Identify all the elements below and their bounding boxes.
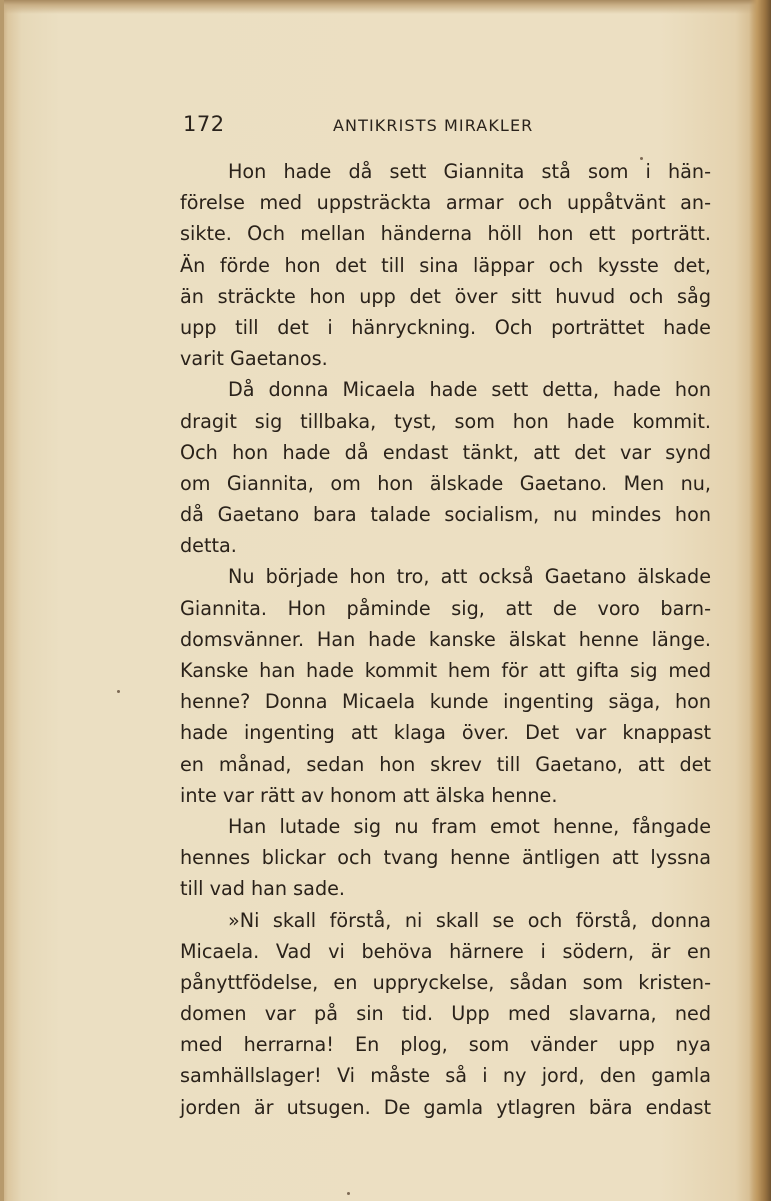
text-line: förelse med uppsträckta armar och uppåtvänt an-	[180, 191, 711, 215]
text-line: Han lutade sig nu fram emot henne, fångade	[228, 814, 711, 838]
body-text	[180, 156, 711, 1123]
text-line: än sträckte hon upp det över sitt huvud och såg	[180, 284, 711, 308]
paper-speck	[640, 157, 643, 160]
text-line: till vad han sade.	[180, 877, 346, 901]
text-line: då Gaetano bara talade socialism, nu mindes hon	[180, 503, 711, 527]
text-line: Kanske han hade kommit hem för att gifta sig med	[180, 659, 711, 682]
text-line: Micaela. Vad vi behöva härnere i södern, är en	[180, 939, 711, 963]
text-line: detta.	[180, 534, 237, 558]
paper-speck	[117, 690, 120, 693]
text-line: jorden är utsugen. De gamla ytlagren bära endast	[180, 1095, 711, 1119]
text-line: domsvänner. Han hade kanske älskat henne länge.	[180, 627, 711, 651]
text-line: Hon hade då sett Giannita stå som i hän-	[228, 160, 711, 183]
text-line: varit Gaetanos.	[180, 347, 328, 371]
text-line: hennes blickar och tvang henne äntligen att lyssna	[180, 846, 711, 870]
text-line: en månad, sedan hon skrev till Gaetano, att det	[180, 752, 711, 776]
text-line: pånyttfödelse, en uppryckelse, sådan som kristen-	[180, 970, 711, 994]
page-number: 172	[183, 112, 225, 136]
text-line: hade ingenting att klaga över. Det var knappast	[180, 721, 711, 745]
text-line: samhällslager! Vi måste så i ny jord, den gamla	[180, 1064, 711, 1088]
text-line: domen var på sin tid. Upp med slavarna, ned	[180, 1002, 711, 1026]
text-line: upp till det i hänryckning. Och porträttet hade	[180, 315, 711, 339]
left-page-fold	[0, 0, 4, 1201]
running-title: ANTIKRISTS MIRAKLER	[333, 116, 534, 135]
text-line: med herrarna! En plog, som vänder upp nya	[180, 1033, 711, 1057]
top-page-shadow	[0, 0, 771, 14]
right-page-edge	[749, 0, 771, 1201]
text-line: Och hon hade då endast tänkt, att det var synd	[180, 440, 711, 464]
text-line: Giannita. Hon påminde sig, att de voro barn-	[180, 596, 711, 620]
text-line: henne? Donna Micaela kunde ingenting säga, hon	[180, 690, 711, 714]
text-line: Nu började hon tro, att också Gaetano älskade	[228, 565, 711, 589]
text-line: om Giannita, om hon älskade Gaetano. Men nu,	[180, 471, 711, 495]
text-line: sikte. Och mellan händerna höll hon ett porträtt.	[180, 222, 711, 246]
paper-speck	[347, 1192, 350, 1195]
text-line: »Ni skall förstå, ni skall se och förstå, donna	[228, 908, 711, 932]
text-line: dragit sig tillbaka, tyst, som hon hade kommit.	[180, 409, 711, 433]
text-line: Än förde hon det till sina läppar och kysste det,	[180, 253, 711, 277]
text-line: inte var rätt av honom att älska henne.	[180, 783, 558, 807]
text-line: Då donna Micaela hade sett detta, hade hon	[228, 378, 711, 402]
running-header	[183, 112, 713, 144]
